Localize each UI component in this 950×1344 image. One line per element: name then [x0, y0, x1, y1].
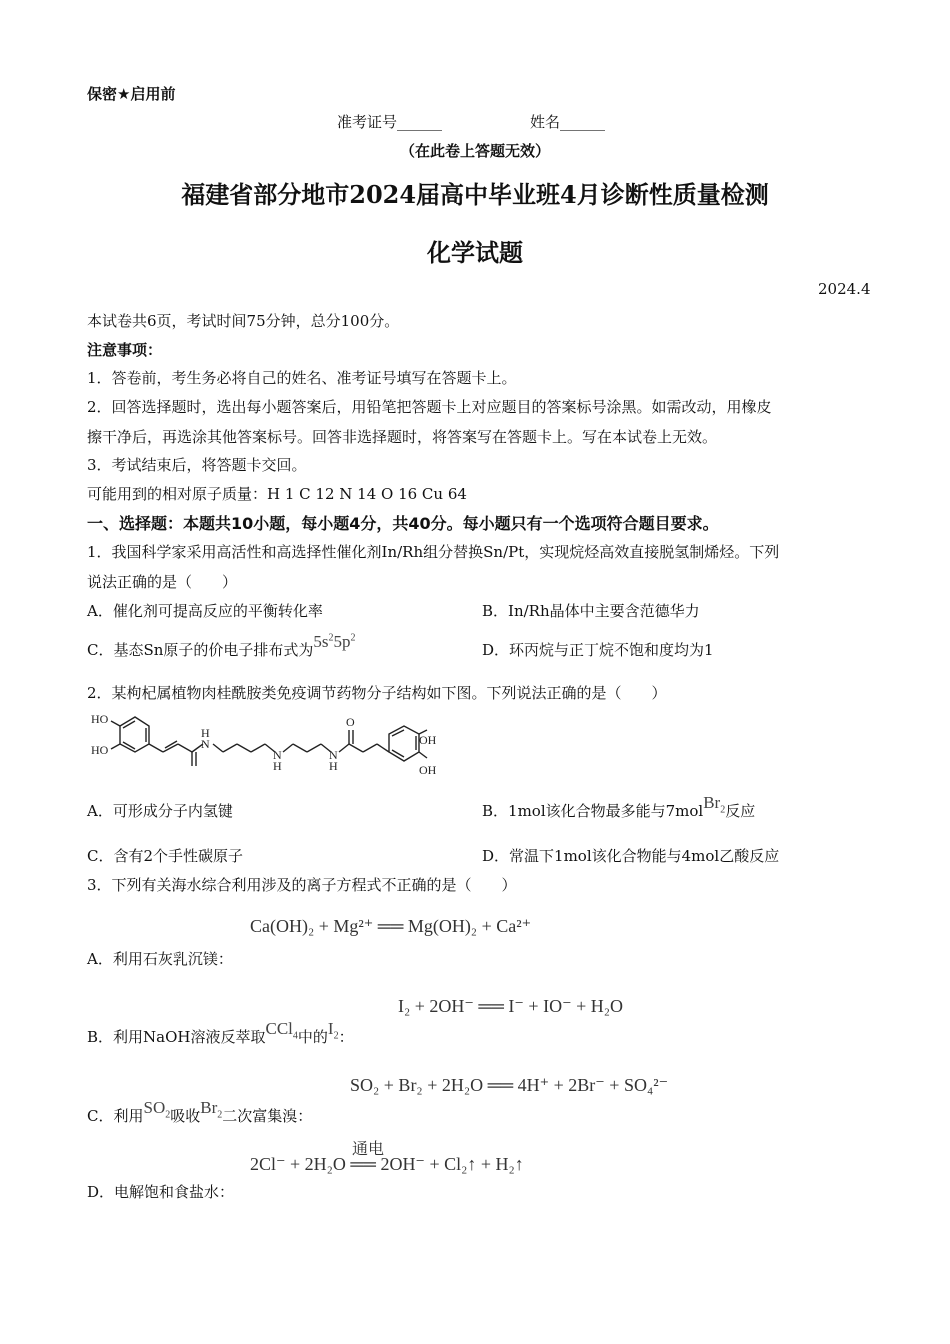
q2-option-b: B．1mol该化合物最多能与7molBr$_2$反应	[482, 793, 756, 820]
q3-equation-b: I₂ + 2OH⁻ ══ I⁻ + IO⁻ + H₂O	[398, 996, 623, 1016]
q3-option-b: B．利用NaOH溶液反萃取CCl$_4$中的$I_2$：	[87, 1019, 354, 1046]
q3-option-c: C．利用$SO_2$吸收$Br_2$二次富集溴：	[87, 1098, 313, 1125]
note-1: 1．答卷前，考生务必将自己的姓名、准考证号填写在答题卡上。	[87, 369, 517, 387]
amide-h2-label: H	[329, 759, 338, 773]
molecule-structure	[87, 706, 447, 782]
q1-stem-b: 说法正确的是（ ）	[87, 573, 238, 591]
q1-option-b: B．In/Rh晶体中主要含范德华力	[482, 602, 700, 620]
note-3: 3．考试结束后，将答题卡交回。	[87, 456, 307, 474]
q1-option-c-text: C．基态Sn原子的价电子排布式为	[87, 641, 314, 659]
q3-option-a: A．利用石灰乳沉镁：	[87, 950, 233, 968]
confidential-label: 保密★启用前	[87, 85, 176, 103]
oh-top-label: OH	[419, 733, 437, 747]
notice: （在此卷上答题无效）	[399, 142, 550, 160]
q1-option-d: D．环丙烷与正丁烷不饱和度均为1	[482, 641, 714, 659]
page-title: 福建省部分地市2024届高中毕业班4月诊断性质量检测	[181, 180, 769, 209]
q2-option-a: A．可形成分子内氢键	[87, 802, 233, 820]
name-field: 姓名______	[530, 113, 606, 131]
amide-n2-label: N	[329, 748, 338, 762]
amine-h-label: H	[273, 759, 282, 773]
q3-electrolysis-condition: 通电	[352, 1139, 385, 1158]
exam-id-field: 准考证号______	[337, 113, 443, 131]
ho-top-label: HO	[91, 712, 109, 726]
q1-option-c	[87, 632, 356, 660]
q1-option-a: A．催化剂可提高反应的平衡转化率	[87, 602, 323, 620]
q3-equation-c: SO₂ + Br₂ + 2H₂O ══ 4H⁺ + 2Br⁻ + SO₄²⁻	[350, 1075, 669, 1095]
q1-stem-a: 1．我国科学家采用高活性和高选择性催化剂In/Rh组分替换Sn/Pt，实现烷烃高效直接脱氢制烯烃。下列	[87, 543, 780, 561]
ho-bottom-label: HO	[91, 743, 109, 757]
q2-option-c: C．含有2个手性碳原子	[87, 847, 244, 865]
q3-option-d: D．电解饱和食盐水：	[87, 1183, 235, 1201]
exam-summary: 本试卷共6页，考试时间75分钟，总分100分。	[87, 312, 400, 330]
exam-date: 2024.4	[818, 280, 871, 298]
atomic-masses: 可能用到的相对原子质量：H 1 C 12 N 14 O 16 Cu 64	[87, 485, 467, 503]
amide-h1-label: H	[201, 726, 210, 740]
amine-n-label: N	[273, 748, 282, 762]
note-2b: 擦干净后，再选涂其他答案标号。回答非选择题时，将答案写在答题卡上。写在本试卷上无效。	[87, 428, 718, 446]
oh-bottom-label: OH	[419, 763, 437, 777]
note-2a: 2．回答选择题时，选出每小题答案后，用铅笔把答题卡上对应题目的答案标号涂黑。如需改动，用橡皮	[87, 398, 772, 416]
q3-stem: 3．下列有关海水综合利用涉及的离子方程式不正确的是（ ）	[87, 876, 517, 894]
carbonyl-o-label: O	[346, 715, 355, 729]
q2-stem: 2．某枸杞属植物肉桂酰胺类免疫调节药物分子结构如下图。下列说法正确的是（ ）	[87, 684, 667, 702]
q2-option-d: D．常温下1mol该化合物能与4mol乙酸反应	[482, 847, 780, 865]
notes-heading: 注意事项：	[87, 341, 163, 359]
page-subtitle: 化学试题	[427, 238, 523, 267]
section-heading: 一、选择题：本题共10小题，每小题4分，共40分。每小题只有一个选项符合题目要求。	[87, 514, 719, 533]
q3-equation-d: 2Cl⁻ + 2H₂O ══ 2OH⁻ + Cl₂↑ + H₂↑	[250, 1154, 524, 1174]
q1-option-c-formula: $5s^25p^2$	[313, 632, 356, 651]
amide-n1-label: N	[201, 737, 210, 751]
q3-equation-a: Ca(OH)₂ + Mg²⁺ ══ Mg(OH)₂ + Ca²⁺	[250, 916, 532, 936]
molecule-svg	[87, 706, 447, 782]
